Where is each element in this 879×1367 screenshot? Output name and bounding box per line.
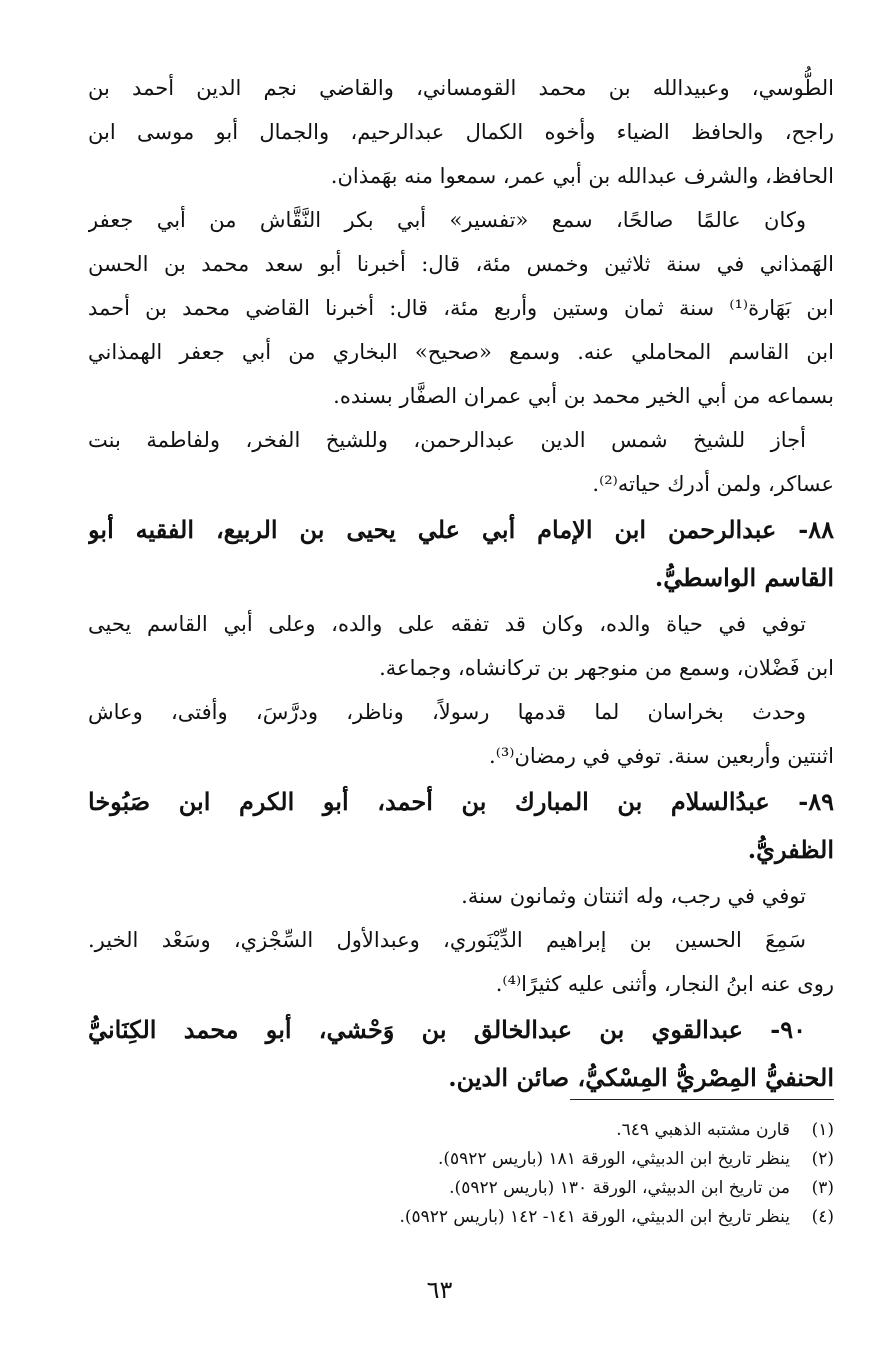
footnote-number: (٢): [811, 1149, 834, 1169]
heading-line: الحنفيُّ المِصْريُّ المِسْكيُّ، صائن الدين.: [448, 1063, 834, 1092]
heading-line: القاسم الواسطيُّ.: [654, 563, 834, 592]
paragraph-authorization: [88, 418, 834, 506]
footnote-item: [88, 1145, 834, 1174]
text-line: الهَمذاني في سنة ثلاثين وخمس مئة، قال: أخبرنا أبو سعد محمد بن الحسن: [88, 252, 834, 276]
text-line: ابن القاسم المحاملي عنه. وسمع «صحيح» البخاري من أبي جعفر الهمذاني: [88, 340, 834, 364]
text-line: سَمِعَ الحسين بن إبراهيم الدِّيْنَوري، وعبدالأول السِّجْزي، وسَعْد الخير.: [88, 928, 806, 952]
entry-heading-89: [88, 778, 834, 874]
footnote-number: (١): [811, 1120, 834, 1140]
text-line: بسماعه من أبي الخير محمد بن أبي عمران الصفَّار بسنده.: [333, 384, 834, 408]
footnote-separator: [570, 1099, 834, 1100]
entry-heading-88: [88, 506, 834, 602]
entry-heading-90: [88, 1006, 834, 1102]
text-line: عساكر، ولمن أدرك حياته⁽²⁾.: [592, 472, 834, 496]
footnote-text: ينظر تاريخ ابن الدبيثي، الورقة ١٤١- ١٤٢ (باريس ٥٩٢٢).: [399, 1207, 790, 1227]
paragraph-scholar-description: [88, 198, 834, 418]
heading-line: الظفريُّ.: [747, 835, 834, 864]
text-line: ابن فَضْلان، وسمع من منوجهر بن تركانشاه، وجماعة.: [379, 656, 834, 680]
text-line: توفي في رجب، وله اثنتان وثمانون سنة.: [461, 884, 806, 908]
text-line: روى عنه ابنُ النجار، وأثنى عليه كثيرًا⁽⁴⁾.: [495, 972, 834, 996]
footnote-item: [88, 1203, 834, 1232]
paragraph-entry-89-heard: [88, 918, 834, 1006]
paragraph-sources-heard: [88, 66, 834, 198]
paragraph-entry-88-death: [88, 690, 834, 778]
footnote-number: (٤): [811, 1207, 834, 1227]
text-line: الحافظ، والشرف عبدالله بن أبي عمر، سمعوا منه بهَمذان.: [330, 164, 834, 188]
text-line: ابن بَهَارة⁽¹⁾ سنة ثمان وستين وأربع مئة، قال: أخبرنا القاضي محمد بن أحمد: [88, 296, 834, 320]
text-line: اثنتين وأربعين سنة. توفي في رمضان⁽³⁾.: [489, 744, 834, 768]
footnote-item: [88, 1174, 834, 1203]
footnote-number: (٣): [811, 1178, 834, 1198]
text-line: توفي في حياة والده، وكان قد تفقه على والده، وعلى أبي القاسم يحيى: [88, 612, 806, 636]
footnote-text: ينظر تاريخ ابن الدبيثي، الورقة ١٨١ (باريس ٥٩٢٢).: [438, 1149, 790, 1169]
footnote-text: من تاريخ ابن الدبيثي، الورقة ١٣٠ (باريس ٥٩٢٢).: [449, 1178, 790, 1198]
footnote-text: قارن مشتبه الذهبي ٦٤٩.: [616, 1120, 790, 1140]
heading-line: ٨٨- عبدالرحمن ابن الإمام أبي علي يحيى بن الربيع، الفقيه أبو: [88, 515, 834, 544]
text-line: راجح، والحافظ الضياء وأخوه الكمال عبدالرحيم، والجمال أبو موسى ابن: [88, 120, 834, 144]
paragraph-entry-88-life: [88, 602, 834, 690]
text-line: أجاز للشيخ شمس الدين عبدالرحمن، وللشيخ الفخر، ولفاطمة بنت: [88, 428, 806, 452]
heading-line: ٩٠- عبدالقوي بن عبدالخالق بن وَحْشي، أبو محمد الكِنَانيُّ: [88, 1015, 806, 1044]
footnote-item: [88, 1116, 834, 1145]
main-text: [88, 66, 834, 1102]
heading-line: ٨٩- عبدُالسلام بن المبارك بن أحمد، أبو الكرم ابن صَبُوخا: [88, 787, 834, 816]
page-number: ٦٣: [426, 1276, 453, 1304]
text-line: وحدث بخراسان لما قدمها رسولاً، وناظر، ودرَّسَ، وأفتى، وعاش: [88, 700, 806, 724]
footnotes: [88, 1116, 834, 1232]
text-line: الطُّوسي، وعبيدالله بن محمد القومساني، والقاضي نجم الدين أحمد بن: [88, 76, 834, 100]
text-line: وكان عالمًا صالحًا، سمع «تفسير» أبي بكر النَّقَّاش من أبي جعفر: [88, 208, 806, 232]
paragraph-entry-89-death: [88, 874, 834, 918]
